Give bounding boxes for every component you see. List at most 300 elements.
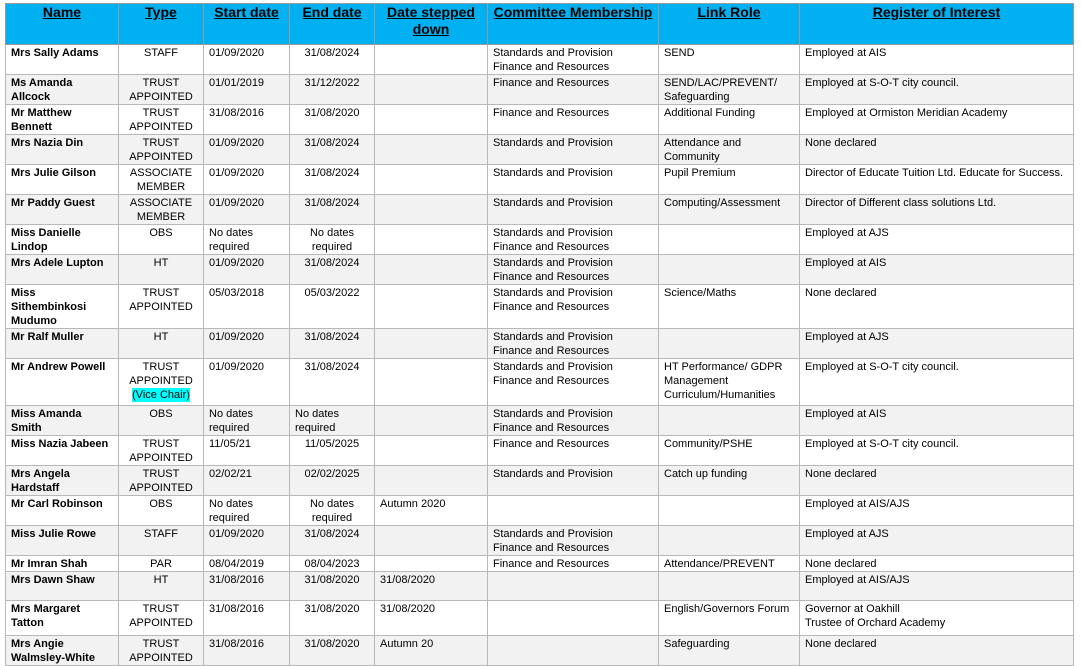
governor-type: OBS (149, 408, 173, 420)
link-role-cell (659, 329, 800, 359)
start-date: 05/03/2018 (209, 287, 265, 299)
register-cell (800, 601, 1074, 636)
table-row (6, 165, 1074, 195)
committee-item: Standards and Provision (493, 468, 613, 480)
end-date: 31/08/2024 (304, 167, 360, 179)
name-cell (6, 359, 119, 406)
end-date: 11/05/2025 (304, 438, 360, 450)
committee-cell (488, 359, 659, 406)
start-date: 01/01/2019 (209, 77, 265, 89)
end-date-cell (290, 45, 375, 75)
start-date: 01/09/2020 (209, 197, 265, 209)
stepped-down-cell (375, 556, 488, 572)
committee-cell (488, 466, 659, 496)
type-cell (119, 526, 204, 556)
start-date: 11/05/21 (209, 438, 252, 450)
end-date: 31/08/2020 (304, 574, 360, 586)
start-date: 02/02/21 (209, 468, 252, 480)
committee-cell (488, 556, 659, 572)
name-cell (6, 45, 119, 75)
start-date-cell (204, 225, 290, 255)
register-cell (800, 359, 1074, 406)
type-cell (119, 636, 204, 666)
table-body (6, 45, 1074, 666)
register-cell (800, 329, 1074, 359)
table-row (6, 329, 1074, 359)
end-date: 31/08/2024 (304, 331, 360, 343)
governor-type: TRUST APPOINTED (129, 287, 193, 313)
name-cell (6, 135, 119, 165)
table-row (6, 75, 1074, 105)
end-date: 31/08/2024 (304, 257, 360, 269)
link-role: Science/Maths (664, 287, 737, 299)
start-date: 01/09/2020 (209, 257, 265, 269)
end-date-cell (290, 436, 375, 466)
end-date: 31/08/2024 (304, 47, 360, 59)
register-item: Employed at AJS (805, 331, 889, 343)
name-cell (6, 572, 119, 601)
governor-name: Mrs Sally Adams (11, 47, 99, 59)
governor-type: TRUST APPOINTED (129, 77, 193, 103)
table-row (6, 225, 1074, 255)
end-date-cell (290, 572, 375, 601)
governor-name: Miss Amanda Smith (11, 408, 82, 434)
start-date: 01/09/2020 (209, 47, 265, 59)
governor-name: Mrs Adele Lupton (11, 257, 104, 269)
stepped-down-date: 31/08/2020 (380, 574, 436, 586)
end-date-cell (290, 526, 375, 556)
type-cell (119, 255, 204, 285)
register-item: Employed at AJS (805, 227, 889, 239)
link-role-cell (659, 195, 800, 225)
committee-item: Finance and Resources (493, 301, 610, 313)
committee-cell (488, 572, 659, 601)
end-date-cell (290, 255, 375, 285)
stepped-down-cell (375, 45, 488, 75)
stepped-down-cell (375, 329, 488, 359)
stepped-down-cell (375, 636, 488, 666)
end-date-cell (290, 601, 375, 636)
end-date: 08/04/2023 (304, 558, 360, 570)
committee-cell (488, 406, 659, 436)
register-item: None declared (805, 287, 877, 299)
type-cell (119, 466, 204, 496)
link-role-cell (659, 572, 800, 601)
committee-item: Standards and Provision (493, 197, 613, 209)
stepped-down-cell (375, 135, 488, 165)
register-item: Employed at AIS (805, 47, 887, 59)
link-role-cell (659, 556, 800, 572)
committee-cell (488, 225, 659, 255)
register-item: Trustee of Orchard Academy (805, 617, 946, 629)
register-item: Employed at Ormiston Meridian Academy (805, 107, 1008, 119)
governor-name: Miss Danielle Lindop (11, 227, 81, 253)
register-cell (800, 135, 1074, 165)
committee-item: Standards and Provision (493, 167, 613, 179)
register-cell (800, 105, 1074, 135)
link-role: Catch up funding (664, 468, 748, 480)
header-start-date: Start date (204, 4, 290, 45)
start-date: 31/08/2016 (209, 574, 265, 586)
type-cell (119, 75, 204, 105)
end-date-cell (290, 329, 375, 359)
start-date-cell (204, 255, 290, 285)
register-cell (800, 165, 1074, 195)
committee-cell (488, 75, 659, 105)
end-date-cell (290, 496, 375, 526)
register-item: None declared (805, 468, 877, 480)
committee-item: Finance and Resources (493, 375, 610, 387)
start-date-cell (204, 406, 290, 436)
start-date-cell (204, 436, 290, 466)
start-date-cell (204, 572, 290, 601)
end-date-cell (290, 556, 375, 572)
link-role: HT Performance/ GDPR Management Curriculum/Humanities (664, 361, 783, 401)
governor-type: HT (153, 574, 169, 586)
header-row (6, 4, 1074, 45)
link-role-cell (659, 285, 800, 329)
governor-name: Mr Matthew Bennett (11, 107, 72, 133)
type-cell (119, 572, 204, 601)
start-date-cell (204, 601, 290, 636)
register-cell (800, 75, 1074, 105)
governor-name: Ms Amanda Allcock (11, 77, 73, 103)
start-date-cell (204, 75, 290, 105)
end-date-cell (290, 225, 375, 255)
link-role-cell (659, 75, 800, 105)
start-date: 31/08/2016 (209, 603, 265, 615)
end-date-cell (290, 285, 375, 329)
start-date: 01/09/2020 (209, 528, 265, 540)
register-item: Employed at S-O-T city council. (805, 77, 959, 89)
start-date-cell (204, 329, 290, 359)
link-role-cell (659, 406, 800, 436)
link-role: Safeguarding (664, 638, 730, 650)
table-row (6, 406, 1074, 436)
name-cell (6, 436, 119, 466)
register-item: Employed at AJS (805, 528, 889, 540)
stepped-down-cell (375, 285, 488, 329)
end-date-cell (290, 636, 375, 666)
link-role: Pupil Premium (664, 167, 736, 179)
link-role: SEND (664, 47, 695, 59)
vice-chair-badge: (Vice Chair) (132, 389, 190, 401)
stepped-down-cell (375, 572, 488, 601)
governor-type: PAR (150, 558, 172, 570)
start-date-cell (204, 135, 290, 165)
table-row (6, 556, 1074, 572)
name-cell (6, 105, 119, 135)
register-item: Employed at AIS (805, 257, 887, 269)
type-cell (119, 285, 204, 329)
committee-item: Finance and Resources (493, 345, 610, 357)
link-role-cell (659, 601, 800, 636)
committee-item: Finance and Resources (493, 438, 610, 450)
register-cell (800, 556, 1074, 572)
link-role-cell (659, 105, 800, 135)
start-date: 01/09/2020 (209, 361, 265, 373)
start-date: 08/04/2019 (209, 558, 265, 570)
register-item: None declared (805, 558, 877, 570)
committee-item: Standards and Provision (493, 408, 613, 420)
table-row (6, 105, 1074, 135)
committee-item: Standards and Provision (493, 287, 613, 299)
link-role-cell (659, 359, 800, 406)
type-cell (119, 165, 204, 195)
committee-item: Standards and Provision (493, 137, 613, 149)
register-item: None declared (805, 638, 877, 650)
stepped-down-date: Autumn 20 (380, 638, 434, 650)
end-date: 31/08/2024 (304, 197, 360, 209)
stepped-down-cell (375, 406, 488, 436)
table-row (6, 255, 1074, 285)
committee-item: Finance and Resources (493, 558, 610, 570)
end-date-cell (290, 406, 375, 436)
table-row (6, 636, 1074, 666)
committee-item: Finance and Resources (493, 542, 610, 554)
committee-item: Finance and Resources (493, 422, 610, 434)
header-date-stepped-down: Date stepped down (375, 4, 488, 45)
stepped-down-cell (375, 601, 488, 636)
type-cell (119, 496, 204, 526)
register-cell (800, 572, 1074, 601)
start-date: No dates required (209, 408, 254, 434)
link-role: Attendance/PREVENT (664, 558, 775, 570)
committee-item: Finance and Resources (493, 61, 610, 73)
table-row (6, 466, 1074, 496)
link-role: Computing/Assessment (664, 197, 781, 209)
governor-type: TRUST APPOINTED (129, 638, 193, 664)
register-cell (800, 526, 1074, 556)
link-role: Attendance and Community (664, 137, 742, 163)
register-cell (800, 285, 1074, 329)
table-row (6, 285, 1074, 329)
start-date: No dates required (209, 227, 254, 253)
governor-type: OBS (149, 498, 173, 510)
table-row (6, 195, 1074, 225)
name-cell (6, 329, 119, 359)
end-date: 31/08/2020 (304, 107, 360, 119)
committee-cell (488, 45, 659, 75)
governor-name: Mrs Nazia Din (11, 137, 84, 149)
type-cell (119, 436, 204, 466)
governor-type: TRUST APPOINTED (129, 468, 193, 494)
start-date: 31/08/2016 (209, 638, 265, 650)
type-cell (119, 601, 204, 636)
governor-name: Mr Andrew Powell (11, 361, 106, 373)
governor-name: Miss Nazia Jabeen (11, 438, 109, 450)
end-date-cell (290, 359, 375, 406)
governor-type: ASSOCIATE MEMBER (129, 167, 193, 193)
committee-cell (488, 601, 659, 636)
start-date: No dates required (209, 498, 254, 524)
end-date: No dates required (309, 227, 355, 253)
governor-name: Mrs Margaret Tatton (11, 603, 81, 629)
end-date-cell (290, 135, 375, 165)
register-cell (800, 45, 1074, 75)
name-cell (6, 285, 119, 329)
governor-type: ASSOCIATE MEMBER (129, 197, 193, 223)
type-cell (119, 105, 204, 135)
governor-type: TRUST APPOINTED (129, 603, 193, 629)
end-date-cell (290, 105, 375, 135)
name-cell (6, 466, 119, 496)
end-date: No dates required (295, 408, 340, 434)
name-cell (6, 225, 119, 255)
start-date-cell (204, 285, 290, 329)
link-role: SEND/LAC/PREVENT/ Safeguarding (664, 77, 778, 103)
committee-item: Finance and Resources (493, 271, 610, 283)
table-row (6, 135, 1074, 165)
name-cell (6, 601, 119, 636)
governor-type: HT (153, 331, 169, 343)
committee-item: Standards and Provision (493, 47, 613, 59)
end-date: 31/08/2024 (304, 528, 360, 540)
link-role-cell (659, 255, 800, 285)
governor-name: Mr Imran Shah (11, 558, 88, 570)
register-item: Director of Educate Tuition Ltd. Educate for Success. (805, 167, 1064, 179)
register-cell (800, 466, 1074, 496)
end-date: 31/08/2024 (304, 137, 360, 149)
committee-item: Standards and Provision (493, 528, 613, 540)
stepped-down-cell (375, 195, 488, 225)
end-date: 02/02/2025 (304, 468, 360, 480)
start-date-cell (204, 556, 290, 572)
stepped-down-date: 31/08/2020 (380, 603, 436, 615)
end-date-cell (290, 195, 375, 225)
header-type: Type (119, 4, 204, 45)
register-item: Director of Different class solutions Ltd. (805, 197, 997, 209)
committee-item: Finance and Resources (493, 77, 610, 89)
header-link-role: Link Role (659, 4, 800, 45)
stepped-down-cell (375, 496, 488, 526)
table-row (6, 359, 1074, 406)
link-role-cell (659, 496, 800, 526)
end-date: 31/08/2020 (304, 603, 360, 615)
stepped-down-cell (375, 466, 488, 496)
type-cell (119, 359, 204, 406)
committee-cell (488, 105, 659, 135)
header-end-date: End date (290, 4, 375, 45)
committee-item: Standards and Provision (493, 257, 613, 269)
committee-item: Standards and Provision (493, 331, 613, 343)
name-cell (6, 406, 119, 436)
governor-name: Miss Sithembinkosi Mudumo (11, 287, 87, 327)
stepped-down-cell (375, 225, 488, 255)
table-row (6, 45, 1074, 75)
stepped-down-cell (375, 526, 488, 556)
stepped-down-cell (375, 165, 488, 195)
committee-cell (488, 255, 659, 285)
start-date-cell (204, 195, 290, 225)
committee-cell (488, 285, 659, 329)
stepped-down-date: Autumn 2020 (380, 498, 446, 510)
start-date-cell (204, 165, 290, 195)
governor-name: Mr Ralf Muller (11, 331, 84, 343)
header-name: Name (6, 4, 119, 45)
register-item: Employed at S-O-T city council. (805, 438, 959, 450)
name-cell (6, 255, 119, 285)
name-cell (6, 75, 119, 105)
table-row (6, 496, 1074, 526)
committee-cell (488, 636, 659, 666)
link-role-cell (659, 135, 800, 165)
start-date-cell (204, 105, 290, 135)
governor-type: STAFF (143, 528, 178, 540)
end-date: No dates required (309, 498, 355, 524)
governors-table (5, 3, 1074, 666)
end-date-cell (290, 165, 375, 195)
committee-item: Finance and Resources (493, 107, 610, 119)
register-cell (800, 496, 1074, 526)
end-date: 31/12/2022 (304, 77, 360, 89)
start-date: 01/09/2020 (209, 137, 265, 149)
type-cell (119, 556, 204, 572)
type-cell (119, 195, 204, 225)
governor-name: Mr Paddy Guest (11, 197, 95, 209)
link-role-cell (659, 225, 800, 255)
link-role: Community/PSHE (664, 438, 753, 450)
name-cell (6, 496, 119, 526)
governor-name: Mrs Angela Hardstaff (11, 468, 70, 494)
register-cell (800, 406, 1074, 436)
start-date: 31/08/2016 (209, 107, 265, 119)
link-role-cell (659, 436, 800, 466)
governor-type: TRUST APPOINTED (129, 107, 193, 133)
register-item: Employed at AIS/AJS (805, 498, 910, 510)
start-date-cell (204, 466, 290, 496)
committee-item: Finance and Resources (493, 241, 610, 253)
end-date: 05/03/2022 (304, 287, 360, 299)
stepped-down-cell (375, 105, 488, 135)
stepped-down-cell (375, 436, 488, 466)
governor-type: TRUST APPOINTED (129, 137, 193, 163)
committee-item: Standards and Provision (493, 227, 613, 239)
start-date-cell (204, 636, 290, 666)
start-date-cell (204, 526, 290, 556)
start-date-cell (204, 496, 290, 526)
governor-type: STAFF (143, 47, 178, 59)
start-date: 01/09/2020 (209, 331, 265, 343)
stepped-down-cell (375, 75, 488, 105)
end-date: 31/08/2020 (304, 638, 360, 650)
committee-cell (488, 329, 659, 359)
register-cell (800, 195, 1074, 225)
name-cell (6, 195, 119, 225)
table-row (6, 572, 1074, 601)
committee-cell (488, 436, 659, 466)
type-cell (119, 406, 204, 436)
governor-name: Mr Carl Robinson (11, 498, 103, 510)
register-item: Employed at AIS/AJS (805, 574, 910, 586)
name-cell (6, 636, 119, 666)
governor-name: Miss Julie Rowe (11, 528, 96, 540)
header-register-of-interest: Register of Interest (800, 4, 1074, 45)
register-item: Governor at Oakhill (805, 603, 900, 615)
link-role: Additional Funding (664, 107, 756, 119)
governor-type: TRUST APPOINTED (129, 361, 193, 387)
governor-name: Mrs Julie Gilson (11, 167, 96, 179)
name-cell (6, 165, 119, 195)
header-committee-membership: Committee Membership (488, 4, 659, 45)
table-row (6, 601, 1074, 636)
governor-type: OBS (149, 227, 173, 239)
register-item: None declared (805, 137, 877, 149)
register-item: Employed at AIS (805, 408, 887, 420)
governor-type: TRUST APPOINTED (129, 438, 193, 464)
governor-name: Mrs Angie Walmsley-White (11, 638, 95, 664)
link-role: English/Governors Forum (664, 603, 790, 615)
